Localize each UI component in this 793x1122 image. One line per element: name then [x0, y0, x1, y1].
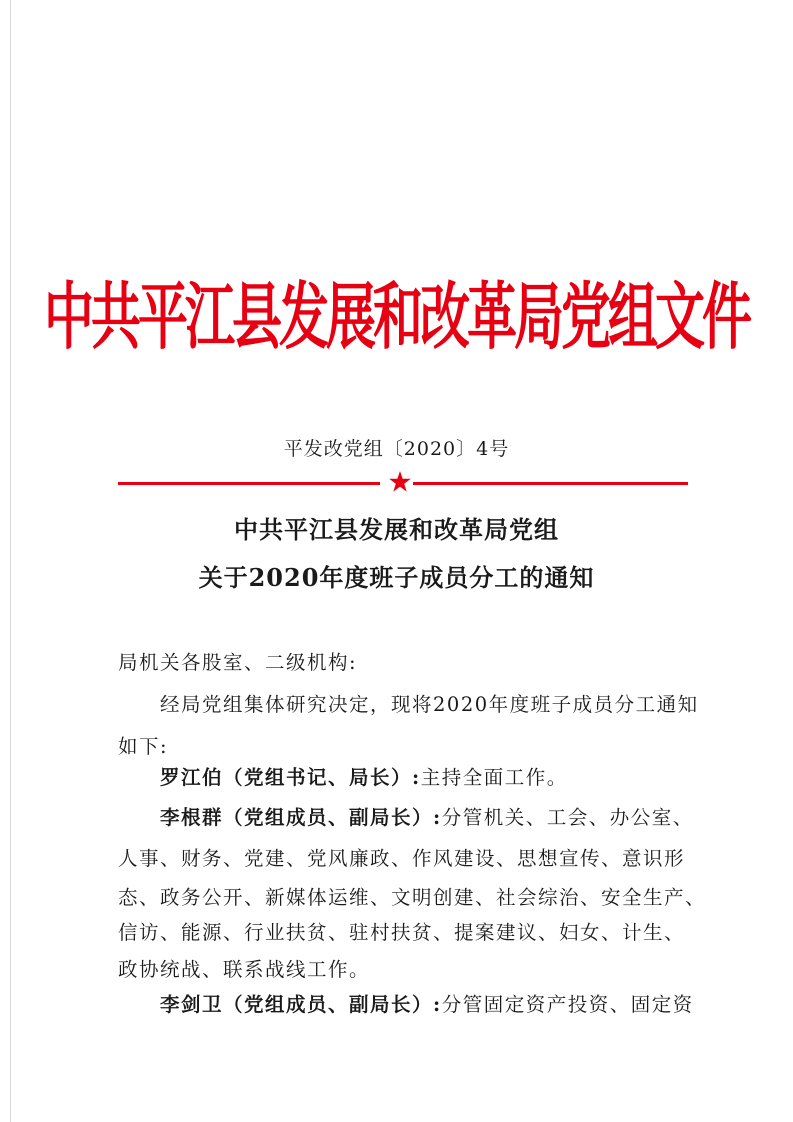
member-paragraph-li-jianwei [160, 990, 735, 1020]
member-duties-line: 态、政务公开、新媒体运维、文明创建、社会综治、安全生产、 [118, 886, 707, 909]
notice-title-line2: 关于2020年度班子成员分工的通知 [198, 563, 595, 592]
document-header-title: 中共平江县发展和改革局党组文件 [44, 273, 749, 360]
member-name-role: 罗江伯（党组书记、局长）: [160, 766, 421, 789]
member-name-role: 李剑卫（党组成员、副局长）: [160, 993, 442, 1016]
red-divider-left [118, 482, 380, 485]
intro-line-2: 如下: [118, 735, 169, 758]
document-number: 平发改党组〔2020〕4号 [283, 438, 510, 460]
page-edge-line [10, 0, 11, 1122]
member-paragraph-luo [160, 763, 735, 793]
notice-title-line1: 中共平江县发展和改革局党组 [234, 515, 559, 544]
member-name-role: 李根群（党组成员、副局长）: [160, 806, 442, 829]
member-duties-line: 信访、能源、行业扶贫、驻村扶贫、提案建议、妇女、计生、 [118, 921, 686, 944]
intro-line-1: 经局党组集体研究决定，现将2020年度班子成员分工通知 [160, 693, 699, 716]
member-duties-line: 人事、财务、党建、党风廉政、作风建设、思想宣传、意识形 [118, 847, 686, 870]
member-duties: 主持全面工作。 [420, 766, 568, 789]
member-paragraph-li-genqun [160, 803, 735, 833]
member-duties: 分管固定资产投资、固定资 [441, 993, 694, 1016]
red-star-icon [388, 470, 412, 494]
member-duties: 分管机关、工会、办公室、 [441, 806, 694, 829]
member-duties-line: 政协统战、联系战线工作。 [118, 958, 371, 981]
addressee: 局机关各股室、二级机构: [118, 651, 358, 674]
red-divider-right [413, 482, 688, 485]
